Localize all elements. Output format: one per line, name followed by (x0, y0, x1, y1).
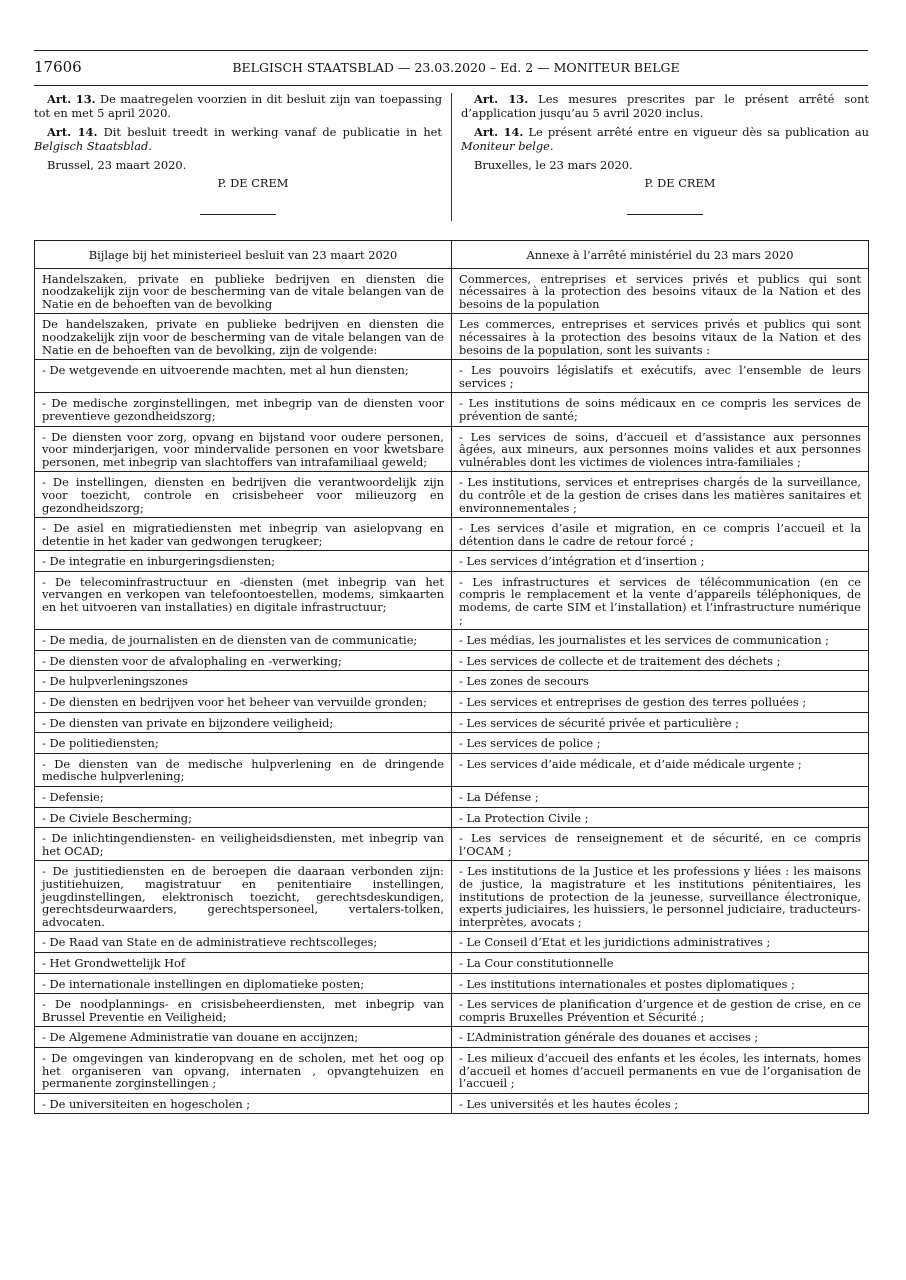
table-row (35, 551, 869, 572)
table-row (35, 1047, 869, 1093)
signature: P. DE CREM (217, 175, 289, 190)
table-cell-french: - Les institutions de soins médicaux en ce compris les services de prévention de santé; (452, 393, 869, 426)
decree-text-dutch (34, 93, 442, 215)
table-cell-dutch: - De politiediensten; (35, 733, 452, 754)
annex-table (34, 240, 869, 1114)
table-cell-french: - Les services de soins, d’accueil et d’assistance aux personnes âgées, aux mineurs, aux personnes moins valides et aux personnes vulnérables dont les victimes de violences intra-familiales ; (452, 426, 869, 472)
table-cell-dutch: - De Algemene Administratie van douane en accijnzen; (35, 1027, 452, 1048)
table-row (35, 994, 869, 1027)
table-row (35, 861, 869, 932)
table-cell-french: - Les services de police ; (452, 733, 869, 754)
table-row (35, 692, 869, 713)
publication-name: Moniteur belge. (461, 138, 554, 153)
table-cell-dutch: - De diensten van de medische hulpverlening en de dringende medische hulpverlening; (35, 753, 452, 786)
article-13-text: De maatregelen voorzien in dit besluit zijn van toepassing tot en met 5 april 2020. (34, 92, 442, 120)
table-cell-french: - Les services de sécurité privée et particulière ; (452, 712, 869, 733)
article-13-label: Art. 13. (47, 92, 96, 106)
table-cell-french: - Les universités et les hautes écoles ; (452, 1093, 869, 1114)
table-row (35, 518, 869, 551)
table-cell-french: - La Défense ; (452, 787, 869, 808)
table-cell-dutch: - De diensten voor de afvalophaling en -verwerking; (35, 650, 452, 671)
table-cell-dutch: De handelszaken, private en publieke bedrijven en diensten die noodzakelijk zijn voor de bescherming van de vitale belangen van de Natie en de behoeften van de bevolking, zijn de volgende: (35, 314, 452, 360)
table-row (35, 1093, 869, 1114)
table-cell-french: - Les institutions, services et entreprises chargés de la surveillance, du contrôle et de la gestion de crises dans les matières sanitaires et environnementales ; (452, 472, 869, 518)
table-cell-french: - Les institutions internationales et postes diplomatiques ; (452, 973, 869, 994)
table-cell-french: - La Cour constitutionnelle (452, 952, 869, 973)
table-cell-dutch: - Het Grondwettelijk Hof (35, 952, 452, 973)
table-cell-french: - Les services de renseignement et de sécurité, en ce compris l’OCAM ; (452, 828, 869, 861)
table-cell-dutch: - De internationale instellingen en diplomatieke posten; (35, 973, 452, 994)
table-row (35, 268, 869, 314)
table-cell-dutch: - De noodplannings- en crisisbeheerdiensten, met inbegrip van Brussel Preventie en Veiligheid; (35, 994, 452, 1027)
table-row (35, 807, 869, 828)
table-cell-dutch: - De instellingen, diensten en bedrijven die verantwoordelijk zijn voor toezicht, controle en crisisbeheer voor milieuzorg en gezondheidszorg; (35, 472, 452, 518)
table-cell-dutch: - De diensten van private en bijzondere veiligheid; (35, 712, 452, 733)
table-row (35, 360, 869, 393)
table-cell-french: - Les médias, les journalistes et les services de communication ; (452, 630, 869, 651)
table-cell-dutch: - De wetgevende en uitvoerende machten, met al hun diensten; (35, 360, 452, 393)
table-cell-dutch: - De asiel en migratiediensten met inbegrip van asielopvang en detentie in het kader van gedwongen terugkeer; (35, 518, 452, 551)
table-cell-dutch: Handelszaken, private en publieke bedrijven en diensten die noodzakelijk zijn voor de bescherming van de vitale belangen van de Natie en de behoeften van de bevolking (35, 268, 452, 314)
table-cell-french: - Les institutions de la Justice et les professions y liées : les maisons de justice, la magistrature et les institutions pénitentiaires, les institutions de protection de la jeunesse, surveillance électronique, experts judiciaires, les huissiers, le personnel judiciaire, traducteurs-interprètes, avocats ; (452, 861, 869, 932)
page-number: 17606 (34, 58, 82, 76)
table-row (35, 630, 869, 651)
table-cell-french: - Les milieux d’accueil des enfants et les écoles, les internats, homes d’accueil et homes d’accueil permanents en vue de l’organisation de l’accueil ; (452, 1047, 869, 1093)
table-cell-french: - Les services et entreprises de gestion des terres polluées ; (452, 692, 869, 713)
place-date: Bruxelles, le 23 mars 2020. (474, 158, 633, 172)
article-14-label: Art. 14. (47, 125, 98, 139)
signature: P. DE CREM (644, 175, 716, 190)
table-row (35, 1027, 869, 1048)
annex-header-dutch: Bijlage bij het ministerieel besluit van 23 maart 2020 (35, 241, 452, 269)
table-cell-dutch: - De telecominfrastructuur en -diensten (met inbegrip van het vervangen en verkopen van telefoontoestellen, modems, simkaarten en het uitvoeren van installaties) en digitale infrastructuur; (35, 571, 452, 629)
table-cell-dutch: - De inlichtingendiensten- en veiligheidsdiensten, met inbegrip van het OCAD; (35, 828, 452, 861)
table-cell-french: Commerces, entreprises et services privés et publics qui sont nécessaires à la protection des besoins vitaux de la Nation et des besoins de la population (452, 268, 869, 314)
table-cell-dutch: - De diensten en bedrijven voor het beheer van vervuilde gronden; (35, 692, 452, 713)
table-row (35, 393, 869, 426)
table-cell-dutch: - De Civiele Bescherming; (35, 807, 452, 828)
table-cell-dutch: - De universiteiten en hogescholen ; (35, 1093, 452, 1114)
table-cell-french: - Les services d’intégration et d’insertion ; (452, 551, 869, 572)
running-title: BELGISCH STAATSBLAD — 23.03.2020 – Ed. 2 — MONITEUR BELGE (232, 60, 680, 75)
signature-rule (627, 214, 703, 215)
table-row (35, 712, 869, 733)
article-13-label: Art. 13. (474, 92, 529, 106)
table-cell-french: - L’Administration générale des douanes et accises ; (452, 1027, 869, 1048)
table-cell-dutch: - Defensie; (35, 787, 452, 808)
table-cell-french: - Les services d’aide médicale, et d’aide médicale urgente ; (452, 753, 869, 786)
table-row (35, 426, 869, 472)
article-14-nl (34, 126, 442, 153)
table-row (35, 932, 869, 953)
table-cell-french: - Les services d’asile et migration, en ce compris l’accueil et la détention dans le cadre de retour forcé ; (452, 518, 869, 551)
article-14-fr (461, 126, 869, 153)
table-cell-dutch: - De justitiediensten en de beroepen die daaraan verbonden zijn: justitiehuizen, magistratuur en penitentiaire instellingen, jeugdinstellingen, elektronisch toezicht, gerechtsdeskundigen, gerechtsdeurwaarders, gerechtspersoneel, vertalers-tolken, advocaten. (35, 861, 452, 932)
table-cell-dutch: - De Raad van State en de administratieve rechtscolleges; (35, 932, 452, 953)
table-row (35, 952, 869, 973)
table-cell-french: Les commerces, entreprises et services privés et publics qui sont nécessaires à la protection des besoins vitaux de la Nation et des besoins de la population, sont les suivants : (452, 314, 869, 360)
article-13-nl (34, 93, 442, 120)
table-cell-dutch: - De diensten voor zorg, opvang en bijstand voor oudere personen, voor minderjarigen, voor mindervalide personen en voor kwetsbare personen, met inbegrip van slachtoffers van intrafamiliaal geweld; (35, 426, 452, 472)
table-row (35, 828, 869, 861)
place-date: Brussel, 23 maart 2020. (47, 158, 187, 172)
table-cell-dutch: - De hulpverleningszones (35, 671, 452, 692)
article-13-text: Les mesures prescrites par le présent arrêté sont d’application jusqu’au 5 avril 2020 inclus. (461, 92, 869, 120)
table-row (35, 314, 869, 360)
annex-header-row (35, 241, 869, 269)
table-cell-french: - Les infrastructures et services de télécommunication (en ce compris le remplacement et la vente d’appareils téléphoniques, de modems, de carte SIM et l’installation) et l’infrastructure numérique ; (452, 571, 869, 629)
table-cell-french: - Les zones de secours (452, 671, 869, 692)
table-cell-dutch: - De media, de journalisten en de diensten van de communicatie; (35, 630, 452, 651)
article-14-text: Dit besluit treedt in werking vanaf de publicatie in het (97, 125, 442, 139)
table-row (35, 472, 869, 518)
column-divider (451, 93, 452, 221)
page-header (34, 50, 868, 86)
article-14-label: Art. 14. (474, 125, 524, 139)
signature-rule (200, 214, 276, 215)
table-cell-french: - Les pouvoirs législatifs et exécutifs, avec l’ensemble de leurs services ; (452, 360, 869, 393)
table-row (35, 650, 869, 671)
table-cell-dutch: - De omgevingen van kinderopvang en de scholen, met het oog op het organiseren van opvang, internaten , opvangtehuizen en permanente zorginstellingen ; (35, 1047, 452, 1093)
table-row (35, 753, 869, 786)
table-row (35, 671, 869, 692)
annex-header-french: Annexe à l’arrêté ministériel du 23 mars 2020 (452, 241, 869, 269)
table-cell-french: - Les services de planification d’urgence et de gestion de crise, en ce compris Bruxelles Prévention et Sécurité ; (452, 994, 869, 1027)
table-row (35, 571, 869, 629)
table-cell-dutch: - De medische zorginstellingen, met inbegrip van de diensten voor preventieve gezondheidszorg; (35, 393, 452, 426)
article-14-text: Le présent arrêté entre en vigueur dès sa publication au (523, 125, 869, 139)
table-cell-french: - Les services de collecte et de traitement des déchets ; (452, 650, 869, 671)
decree-text-french (461, 93, 869, 215)
table-cell-french: - La Protection Civile ; (452, 807, 869, 828)
table-row (35, 733, 869, 754)
publication-name: Belgisch Staatsblad. (34, 138, 152, 153)
table-row (35, 973, 869, 994)
table-cell-dutch: - De integratie en inburgeringsdiensten; (35, 551, 452, 572)
table-row (35, 787, 869, 808)
article-13-fr (461, 93, 869, 120)
table-cell-french: - Le Conseil d’Etat et les juridictions administratives ; (452, 932, 869, 953)
